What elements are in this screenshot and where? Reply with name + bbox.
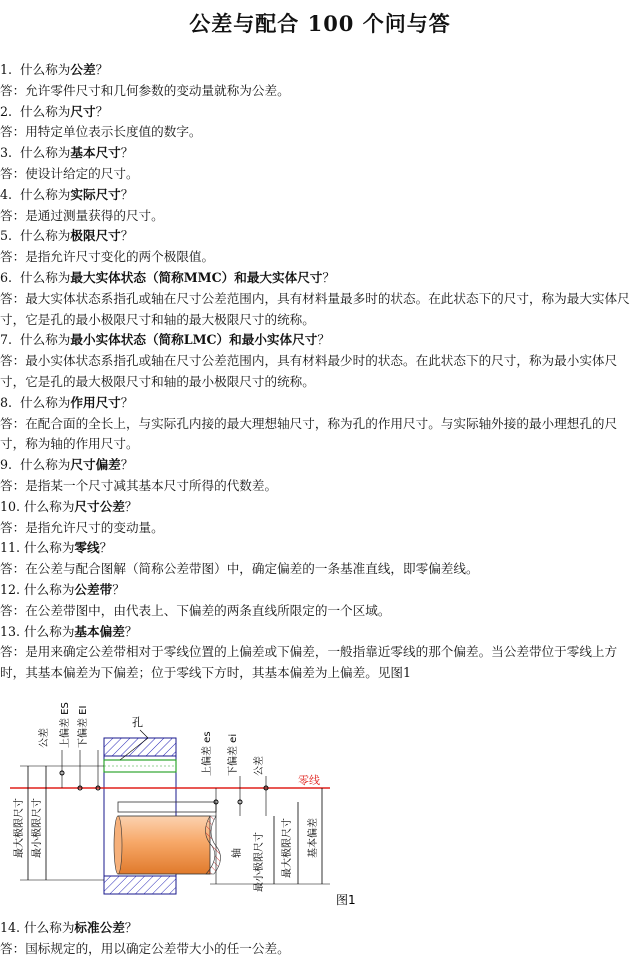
label-tolerance-shaft: 公差 [254, 756, 265, 776]
question-prefix: 什么称为 [20, 394, 71, 410]
question [0, 918, 634, 939]
question-suffix: ？ [124, 920, 138, 935]
question-term: 实际尺寸 [70, 186, 121, 202]
figure-1 [0, 698, 370, 912]
question [0, 60, 634, 81]
label-min-limit: 最小极限尺寸 [32, 798, 43, 858]
label-basic-deviation: 基本偏差 [308, 818, 319, 858]
question-number: 14. [0, 920, 21, 935]
answer: 答：国标规定的，用以确定公差带大小的任一公差。 [0, 940, 290, 956]
question-term: 公差 [70, 62, 96, 77]
label-hole: 孔 [132, 716, 143, 729]
question-term: 公差带 [74, 581, 113, 597]
question-number: 9. [0, 457, 13, 473]
question-prefix: 什么称为 [20, 145, 71, 161]
question-prefix: 什么称为 [24, 540, 75, 556]
answer: 答：是通过测量获得的尺寸。 [0, 207, 164, 223]
question-prefix: 什么称为 [24, 581, 75, 597]
question [0, 330, 634, 351]
hole-wall-top [104, 738, 176, 756]
question-number: 8. [0, 394, 13, 410]
hole-wall-bottom [104, 876, 176, 894]
question-suffix: ？ [95, 103, 109, 119]
question-term: 尺寸 [70, 103, 96, 119]
answer: 答：允许零件尺寸和几何参数的变动量就称为公差。 [0, 82, 290, 98]
question-number: 2. [0, 103, 13, 119]
zero-line-label: 零线 [298, 774, 320, 787]
question-prefix: 什么称为 [20, 457, 71, 473]
question [0, 185, 634, 206]
answer: 答：是指允许尺寸变化的两个极限值。 [0, 249, 215, 265]
question [0, 102, 634, 123]
answer: 答：最大实体状态系指孔或轴在尺寸公差范围内，具有材料量最多时的状态。在此状态下的尺寸，称为最大实体尺寸，它是孔的最小极限尺寸和轴的最大极限尺寸的统称。 [0, 290, 630, 327]
answer: 答：是用来确定公差带相对于零线位置的上偏差或下偏差，一般指靠近零线的那个偏差。当公差带位于零线上方时，其基本偏差为下偏差；位于零线下方时，其基本偏差为上偏差。见图1 [0, 644, 618, 681]
shaft [118, 816, 210, 874]
question-prefix: 什么称为 [24, 920, 75, 935]
label-max-limit: 最大极限尺寸 [14, 798, 25, 858]
answer: 答：在配合面的全长上，与实际孔内接的最大理想轴尺寸，称为孔的作用尺寸。与实际轴外接的最小理想孔的尺寸，称为轴的作用尺寸。 [0, 415, 618, 452]
qa-tail [0, 918, 634, 960]
question-suffix: ？ [120, 228, 134, 244]
label-upper-dev-es-shaft: 上偏差 es [202, 731, 213, 776]
figure-caption: 图1 [336, 893, 356, 907]
question-term: 尺寸公差 [74, 498, 125, 514]
question-prefix: 什么称为 [20, 103, 71, 119]
answer: 答：是指允许尺寸的变动量。 [0, 519, 164, 535]
question [0, 497, 634, 518]
question-number: 10. [0, 498, 21, 514]
answer: 答：最小实体状态系指孔或轴在尺寸公差范围内，具有材料最少时的状态。在此状态下的尺寸，称为最小实体尺寸，它是孔的最大极限尺寸和轴的最小极限尺寸的统称。 [0, 353, 618, 389]
question-term: 基本偏差 [74, 623, 125, 639]
question-prefix: 什么称为 [24, 498, 75, 514]
question [0, 143, 634, 164]
question-term: 作用尺寸 [70, 394, 121, 410]
question-suffix: ？ [99, 540, 113, 556]
label-shaft: 轴 [232, 848, 243, 858]
question-suffix: ？ [317, 332, 330, 348]
question-suffix: ？ [322, 269, 335, 285]
question-number: 6. [0, 269, 13, 285]
question-term: 基本尺寸 [70, 145, 121, 161]
answer: 答：用特定单位表示长度值的数字。 [0, 124, 202, 140]
question-number: 4. [0, 186, 13, 202]
question [0, 268, 634, 289]
question-number: 11. [0, 540, 21, 556]
question-suffix: ？ [95, 62, 109, 77]
question-suffix: ？ [124, 498, 138, 514]
answer: 答：是指某一个尺寸减其基本尺寸所得的代数差。 [0, 477, 278, 493]
label-upper-dev-es-hole: 上偏差 ES [60, 702, 71, 748]
answer: 答：使设计给定的尺寸。 [0, 165, 139, 181]
question-suffix: ？ [120, 145, 134, 161]
label-tolerance: 公差 [39, 728, 50, 748]
question-term: 极限尺寸 [70, 228, 121, 244]
question-number: 13. [0, 623, 21, 639]
question-number: 7. [0, 332, 13, 348]
question [0, 226, 634, 247]
question-term: 标准公差 [74, 920, 125, 935]
question-term: 尺寸偏差 [70, 457, 121, 473]
question-prefix: 什么称为 [20, 228, 71, 244]
question-number: 5. [0, 228, 13, 244]
question [0, 393, 634, 414]
label-lower-dev-ei-shaft: 下偏差 ei [228, 733, 239, 776]
question-suffix: ？ [120, 186, 134, 202]
question-suffix: ？ [124, 623, 138, 639]
label-min-limit-shaft: 最小极限尺寸 [254, 832, 265, 892]
question-term: 最大实体状态（简称MMC）和最大实体尺寸 [70, 269, 323, 285]
question [0, 580, 634, 601]
question-number: 12. [0, 581, 21, 597]
question-term: 最小实体状态（简称LMC）和最小实体尺寸 [70, 332, 318, 348]
question [0, 622, 634, 643]
question-prefix: 什么称为 [20, 269, 71, 285]
question-suffix: ？ [120, 457, 134, 473]
question-prefix: 什么称为 [20, 186, 71, 202]
question-number: 3. [0, 145, 13, 161]
question-term: 零线 [74, 540, 100, 556]
answer: 答：在公差带图中，由代表上、下偏差的两条直线所限定的一个区域。 [0, 602, 391, 618]
document-title: 公差与配合 100 个问与答 [189, 11, 451, 36]
question-suffix: ？ [120, 394, 134, 410]
question-prefix: 什么称为 [20, 332, 71, 348]
question-prefix: 什么称为 [24, 623, 75, 639]
question-suffix: ？ [112, 581, 125, 597]
answer: 答：在公差与配合图解（简称公差带图）中，确定偏差的一条基准直线，即零偏差线。 [0, 561, 479, 577]
label-lower-dev-ei-hole: 下偏差 EI [78, 705, 89, 748]
label-max-limit-shaft: 最大极限尺寸 [282, 818, 293, 878]
question [0, 455, 634, 476]
qa-list [0, 60, 634, 684]
shaft-tolerance-zone [118, 802, 216, 812]
question-prefix: 什么称为 [20, 62, 71, 77]
question-number: 1. [0, 62, 13, 77]
question [0, 538, 634, 559]
